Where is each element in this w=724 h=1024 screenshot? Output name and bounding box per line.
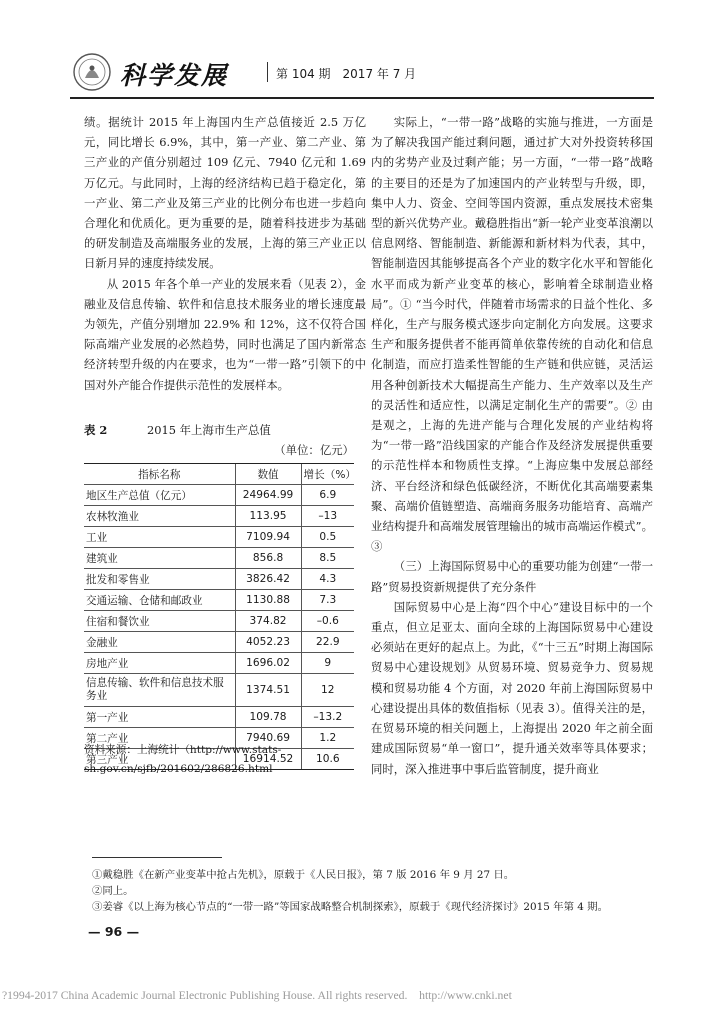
row-value: 24964.99 <box>235 485 301 506</box>
row-label: 交通运输、仓储和邮政业 <box>84 590 235 611</box>
row-value: 7940.69 <box>235 728 301 749</box>
row-growth: 7.3 <box>301 590 354 611</box>
row-value: 4052.23 <box>235 632 301 653</box>
row-growth: –13 <box>301 506 354 527</box>
row-value: 113.95 <box>235 506 301 527</box>
copyright-line: ?1994-2017 China Academic Journal Electronic Publishing House. All rights reserved. http://www.cnki.net <box>2 989 512 1002</box>
row-growth: –0.6 <box>301 611 354 632</box>
table-row <box>84 548 354 569</box>
column-header: 增长（%） <box>301 464 354 485</box>
header-rule <box>70 97 654 99</box>
row-value: 856.8 <box>235 548 301 569</box>
row-value: 109.78 <box>235 707 301 728</box>
row-value: 3826.42 <box>235 569 301 590</box>
row-label: 第一产业 <box>84 707 235 728</box>
gdp-table <box>84 463 354 770</box>
row-growth: –13.2 <box>301 707 354 728</box>
row-label: 批发和零售业 <box>84 569 235 590</box>
row-label: 第二产业 <box>84 728 235 749</box>
paragraph: 绩。据统计 2015 年上海国内生产总值接近 2.5 万亿元，同比增长 6.9%，其中，第一产业、第二产业、第三产业的产值分别超过 109 亿元、7940 亿元和 1.69 万亿元。与此同时，上海的经济结构已趋于稳定化，第一产业、第二产业及第三产业的比例分布也进一步趋向合理化和优质化。更为重要的是，随着科技进步为基础的研发制造及高端服务业的发展，上海的第三产业正以日新月异的速度持续发展。 <box>84 115 366 271</box>
table-row <box>84 527 354 548</box>
paragraph: 国际贸易中心是上海“四个中心”建设目标中的一个重点，但立足亚太、面向全球的上海国际贸易中心建设必须站在更好的起点上。为此，《“十三五”时期上海国际贸易中心建设规划》从贸易环境、贸易竞争力、贸易规模和贸易功能 4 个方面，对 2020 年前上海国际贸易中心建设提出具体的数值指标（见表 3）。值得关注的是，在贸易环境的相关问题上，上海提出 2020 年之前全面建成国际贸易“单一窗口”，提升通关效率等具体要求；同时，深入推进事中事后监管制度，提升商业 <box>371 599 653 776</box>
table-header-row <box>84 464 354 485</box>
journal-name: 科学发展 <box>120 61 229 90</box>
row-growth: 4.3 <box>301 569 354 590</box>
column-header: 数值 <box>235 464 301 485</box>
row-value: 7109.94 <box>235 527 301 548</box>
table-row <box>84 707 354 728</box>
table-row <box>84 485 354 506</box>
row-value: 1696.02 <box>235 653 301 674</box>
table-title: 2015 年上海市生产总值 <box>147 423 271 437</box>
table-source: 资料来源：上海统计（http://www.stats-sh.gov.cn/sjfb/201602/286826.html <box>84 744 282 775</box>
row-value: 1130.88 <box>235 590 301 611</box>
paragraph: 从 2015 年各个单一产业的发展来看（见表 2），金融业及信息传输、软件和信息技术服务业的增长速度最为领先，产值分别增加 22.9% 和 12%，这不仅符合国际高端产业发展的必然趋势，同时也满足了国内新常态经济转型升级的内在要求，也为“一带一路”引领下的中国对外产能合作提供示范性的发展样本。 <box>84 276 366 392</box>
paragraph: 实际上，“一带一路”战略的实施与推进，一方面是为了解决我国产能过剩问题，通过扩大对外投资转移国内的劣势产业及过剩产能；另一方面，“一带一路”战略的主要目的还是为了加速国内的产业转型与升级，即，集中人力、资金、空间等国内资源，重点发展技术密集型的新兴优势产业。戴稳胜指出“新一轮产业变革浪潮以信息网络、智能制造、新能源和新材料为代表，其中，智能制造因其能够提高各个产业的数字化水平和智能化水平而成为新产业变革的核心，影响着全球制造业格局”。① “当今时代，伴随着市场需求的日益个性化、多样化，生产与服务模式逐步向定制化方向发展。这要求生产和服务提供者不能再简单依靠传统的自动化和信息化制造，而应打造柔性智能的生产链和供应链，灵活运用各种创新技术大幅提高生产能力、生产效率以及生产的灵活性和适应性，以满足定制化生产的需要”。② 由是观之，上海的先进产能与合理化发展的产业结构将为“一带一路”沿线国家的产能合作及经济发展提供重要的示范性样本和物质性支撑。“上海应集中发展总部经济、平台经济和绿色低碳经济，不断优化其高端要素集聚、高端价值链塑造、高端商务服务功能培育、高端产业结构提升和高端发展管理输出的城市高端运作模式”。③ <box>371 115 653 554</box>
row-growth: 6.9 <box>301 485 354 506</box>
header-separator <box>267 62 268 82</box>
row-label: 地区生产总值（亿元） <box>84 485 235 506</box>
row-label: 房地产业 <box>84 653 235 674</box>
row-value: 16914.52 <box>235 749 301 770</box>
row-growth: 10.6 <box>301 749 354 770</box>
journal-header <box>70 48 654 96</box>
table-row <box>84 653 354 674</box>
footnote: ①戴稳胜《在新产业变革中抢占先机》，原载于《人民日报》，第 7 版 2016 年 9 月 27 日。 <box>92 869 515 881</box>
row-label: 工业 <box>84 527 235 548</box>
row-growth: 8.5 <box>301 548 354 569</box>
journal-issue: 第 104 期 2017 年 7 月 <box>276 67 417 81</box>
column-header: 指标名称 <box>84 464 235 485</box>
left-column <box>84 112 366 395</box>
row-growth: 1.2 <box>301 728 354 749</box>
table-row <box>84 569 354 590</box>
row-label: 信息传输、软件和信息技术服务业 <box>84 674 235 707</box>
journal-logo-icon <box>72 52 112 92</box>
section-heading: （三）上海国际贸易中心的重要功能为创建“一带一路”贸易投资新规提供了充分条件 <box>371 559 653 594</box>
table-row <box>84 590 354 611</box>
row-label: 农林牧渔业 <box>84 506 235 527</box>
row-value: 374.82 <box>235 611 301 632</box>
row-label: 住宿和餐饮业 <box>84 611 235 632</box>
row-label: 第三产业 <box>84 749 235 770</box>
table-number: 表 2 <box>84 423 108 437</box>
row-label: 金融业 <box>84 632 235 653</box>
footnote-rule <box>92 857 222 858</box>
table-unit: （单位：亿元） <box>274 443 354 457</box>
row-value: 1374.51 <box>235 674 301 707</box>
page-number: — 96 — <box>88 924 140 939</box>
row-label: 建筑业 <box>84 548 235 569</box>
footnote: ②同上。 <box>92 885 134 897</box>
right-column <box>371 112 653 779</box>
row-growth: 0.5 <box>301 527 354 548</box>
row-growth: 12 <box>301 674 354 707</box>
table-row <box>84 674 354 707</box>
table-row <box>84 506 354 527</box>
table-row <box>84 611 354 632</box>
footnote: ③姜睿《以上海为核心节点的“一带一路”等国家战略整合机制探索》，原载于《现代经济探讨》2015 年第 4 期。 <box>92 901 608 913</box>
table-row <box>84 632 354 653</box>
row-growth: 22.9 <box>301 632 354 653</box>
row-growth: 9 <box>301 653 354 674</box>
